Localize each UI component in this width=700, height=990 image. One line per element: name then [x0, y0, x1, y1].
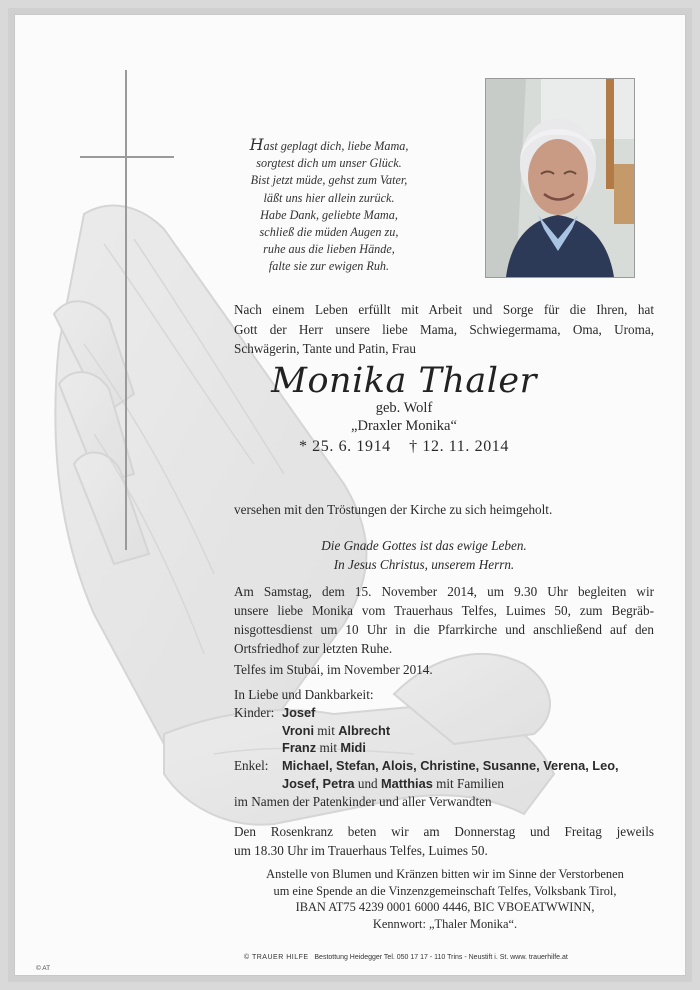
poem-line: Habe Dank, geliebte Mama, [260, 207, 398, 222]
intro-text [234, 300, 654, 359]
religious-quote [214, 536, 634, 574]
grandchildren-label: Enkel: [234, 758, 269, 774]
partner-name: Albrecht [338, 722, 391, 738]
life-dates: * 25. 6. 1914 † 12. 11. 2014 [298, 438, 509, 455]
donation-notice [232, 866, 658, 932]
sacraments-line: versehen mit den Tröstungen der Kirche zu sich heimgeholt. [234, 502, 553, 517]
donation-line: um eine Spende an die Vinzenzgemeinschaft Telfes, Volksbank Tirol, [273, 883, 617, 898]
children-label: Kinder: [234, 704, 275, 720]
poem-line: Hast geplagt dich, liebe Mama, [249, 135, 409, 154]
cross-horizontal-bar [80, 156, 174, 158]
rosary-line: um 18.30 Uhr im Trauerhaus Telfes, Luimes 50. [234, 843, 488, 858]
children-row: Franz mit Midi [282, 740, 366, 756]
grandchildren-row: Josef, Petra und Matthias mit Familien [282, 775, 504, 791]
funeral-line: nisgottesdienst um 10 Uhr in die Pfarrkirche und anschließend auf den [234, 622, 654, 637]
footer-credit [244, 954, 664, 961]
funeral-line: Ortsfriedhof zur letzten Ruhe. [234, 641, 393, 656]
funeral-line: unsere liebe Monika vom Trauerhaus Telfes, Luimes 50, zum Begräb- [234, 603, 654, 618]
nickname: „Draxler Monika“ [351, 418, 457, 434]
deceased-name: Monika Thaler [271, 361, 537, 401]
family-heading: In Liebe und Dankbarkeit: [234, 687, 374, 702]
grandchildren-names: Josef, Petra [282, 775, 355, 791]
corner-mark: © AT [36, 965, 51, 972]
donation-line: IBAN AT75 4239 0001 6000 4446, BIC VBOEATWWINN, [295, 900, 595, 914]
family-closing: im Namen der Patenkinder und aller Verwandten [234, 793, 492, 809]
grandchildren-row [234, 757, 674, 775]
family-list [234, 686, 674, 811]
footer-contact: Bestottung Heidegger Tel. 050 17 17 - 110 Trins - Neustift i. St. www. trauerhilfe.at [314, 954, 568, 961]
poem-line: schließ die müden Augen zu, [259, 225, 399, 240]
place-date: Telfes im Stubai, im November 2014. [234, 662, 433, 677]
donation-line: Anstelle von Blumen und Kränzen bitten wir im Sinne der Verstorbenen [266, 867, 624, 881]
poem-initial: H [249, 135, 264, 154]
child-name: Josef [282, 704, 316, 720]
poem-line: falte sie zur ewigen Ruh. [268, 259, 390, 274]
funeral-details [234, 582, 654, 658]
partner-name: Midi [340, 740, 366, 756]
quote-line: Die Gnade Gottes ist das ewige Leben. [321, 538, 527, 553]
child-name: Vroni [282, 722, 314, 738]
children-row [234, 704, 674, 722]
donation-line: Kennwort: „Thaler Monika“. [372, 916, 518, 931]
intro-line: Gott der Herr unsere liebe Mama, Schwiegermama, Oma, Uroma, [234, 321, 654, 337]
quote-line: In Jesus Christus, unserem Herrn. [333, 557, 515, 572]
portrait-photo [485, 78, 635, 278]
funeral-line: Am Samstag, dem 15. November 2014, um 9.30 Uhr begleiten wir [234, 584, 654, 599]
birth-name: geb. Wolf [375, 400, 433, 416]
grandchildren-names: Michael, Stefan, Alois, Christine, Susanne, Verena, Leo, [282, 758, 619, 774]
rosary-notice [234, 822, 654, 860]
intro-line: Nach einem Leben erfüllt mit Arbeit und Sorge für die Ihren, hat [234, 302, 654, 317]
grandchildren-names: Matthias [380, 775, 433, 791]
poem-line: ruhe aus die lieben Hände, [263, 242, 395, 257]
rosary-line: Den Rosenkranz beten wir am Donnerstag und Freitag jeweils [234, 824, 654, 839]
poem-line: läßt uns hier allein zurück. [263, 190, 395, 205]
cross-vertical-bar [125, 70, 127, 550]
memorial-poem [204, 136, 454, 276]
poem-line: Bist jetzt müde, gehst zum Vater, [250, 173, 408, 188]
intro-line: Schwägerin, Tante und Patin, Frau [234, 341, 416, 356]
child-name: Franz [282, 740, 317, 756]
footer-brand: © TRAUER HILFE [244, 954, 309, 961]
obituary-sheet [14, 14, 686, 976]
poem-line: sorgtest dich um unser Glück. [256, 156, 402, 171]
children-row: Vroni mit Albrecht [282, 722, 391, 738]
